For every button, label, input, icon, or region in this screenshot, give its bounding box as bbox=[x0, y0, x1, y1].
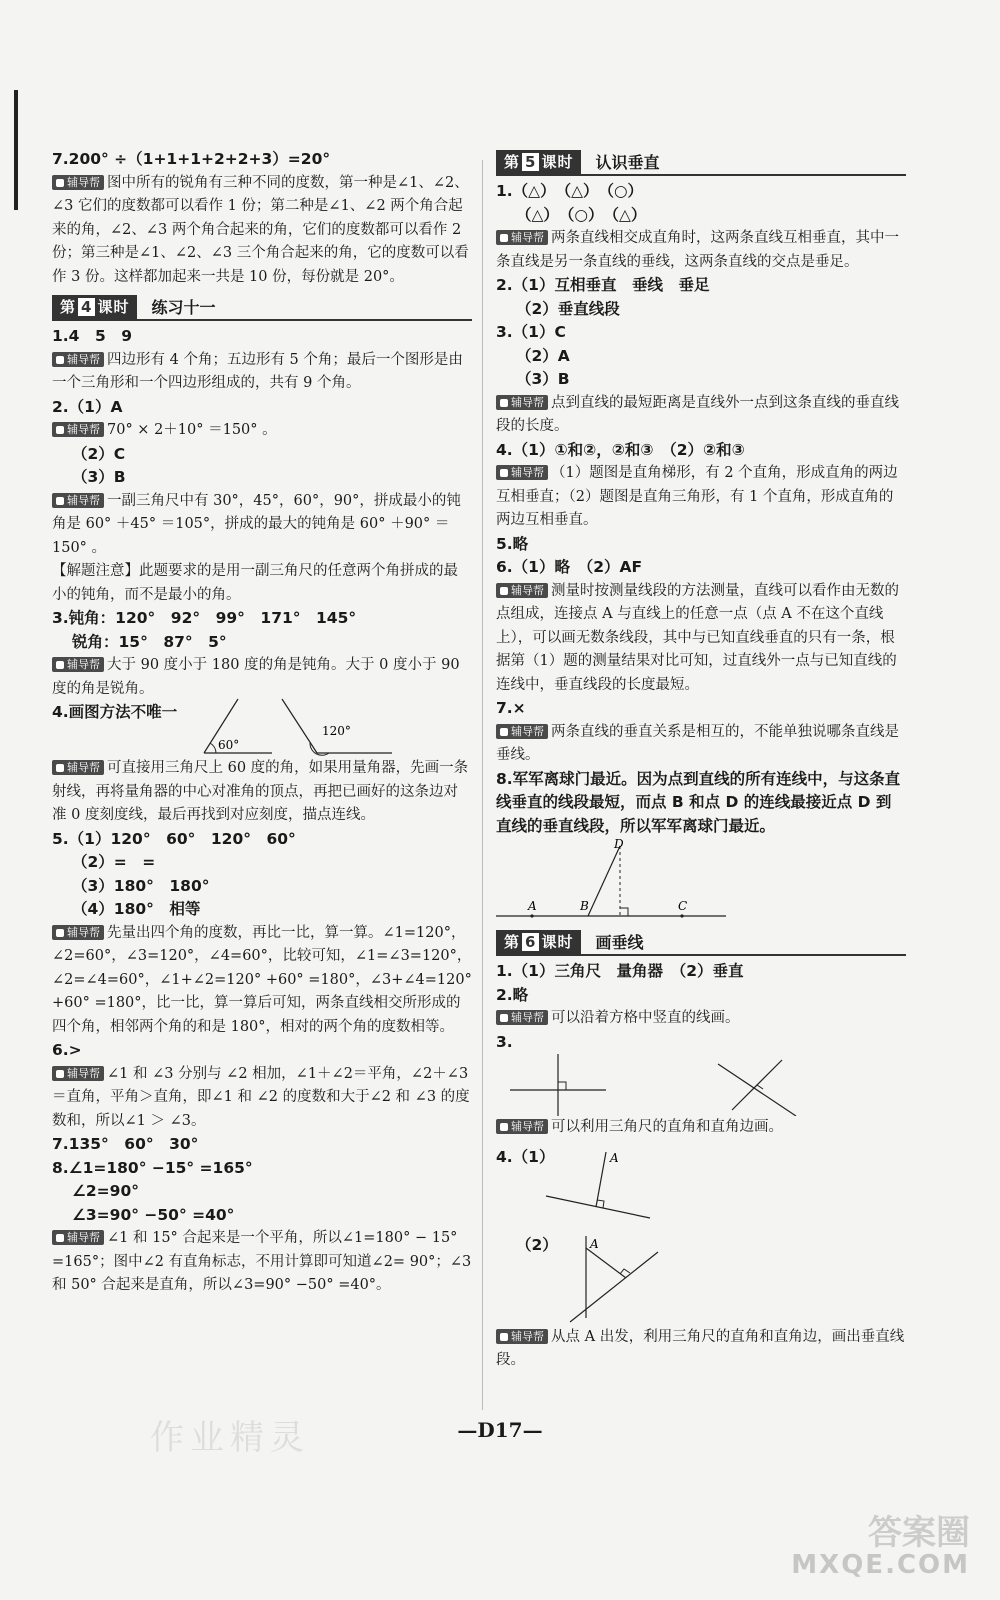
l4-q4-hint: 辅导帮 可直接用三角尺上 60 度的角，如果用量角器，先画一条射线，再将量角器的中心对准角的顶点，再把已画好的这条边对准 0 度刻度线，最后再找到对应刻度，描点连线。 bbox=[52, 760, 469, 823]
point-a-label: A bbox=[590, 1236, 599, 1251]
lesson-badge: 第 5 课时 bbox=[496, 150, 581, 174]
l4-q8-hint: 辅导帮 ∠1 和 15° 合起来是一个平角，所以∠1=180° − 15° =165°；图中∠2 有直角标志，不用计算即可知道∠2= 90°；∠3 和 50° 合起来是直角，所以∠3=90° −50° =40°。 bbox=[52, 1230, 472, 1293]
page-number: —D17— bbox=[457, 1418, 543, 1442]
r6-q3-answer: 3. bbox=[496, 1032, 513, 1051]
watermark-logo: 答案圈 bbox=[868, 1513, 970, 1553]
l4-q5b-answer: （2）= = bbox=[72, 853, 156, 871]
lesson-6-header bbox=[496, 928, 906, 956]
lesson-5-header bbox=[496, 148, 906, 176]
r5-q3a-answer: 3.（1）C bbox=[496, 323, 566, 341]
q7-answer: 7.200° ÷（1+1+1+2+2+3）=20° bbox=[52, 150, 331, 168]
l4-q2b-answer: （2）C bbox=[72, 444, 126, 463]
r5-q2a-answer: 2.（1）互相垂直 垂线 垂足 bbox=[496, 276, 710, 294]
r6-q2-answer: 2.略 bbox=[496, 985, 529, 1004]
l4-q8c-answer: ∠3=90° −50° =40° bbox=[72, 1205, 235, 1224]
lesson-title: 画垂线 bbox=[595, 933, 644, 952]
l4-q2-answer: 2.（1）A bbox=[52, 397, 123, 416]
lesson-badge: 第 4 课时 bbox=[52, 295, 137, 319]
r5-q3c-answer: （3）B bbox=[516, 370, 570, 388]
l4-q6-answer: 6.> bbox=[52, 1041, 82, 1059]
point-c-label: C bbox=[678, 899, 688, 913]
column-divider bbox=[482, 160, 483, 1410]
r5-q7-hint: 辅导帮 两条直线的垂直关系是相互的，不能单独说哪条直线是垂线。 bbox=[496, 723, 899, 763]
scan-edge-mark bbox=[14, 90, 18, 210]
hint-text: 图中所有的锐角有三种不同的度数，第一种是∠1、∠2、∠3 它们的度数都可以看作 1 份；第二种是∠1、∠2 两个角合起来的角，∠2、∠3 两个角合起来的角，它们的度数都可以看作 2 份；第三种是∠1、∠2、∠3 三个角合起来的角，它的度数可以看作 3 份。这样都加起来一共是 10 份，每份就是 20°。 bbox=[52, 174, 469, 285]
l4-q2c-hint: 辅导帮 一副三角尺中有 30°，45°，60°，90°，拼成最小的钝角是 60° ＋45° ＝105°，拼成的最大的钝角是 60° ＋90° ＝150° 。 bbox=[52, 492, 461, 556]
lesson-4-header bbox=[52, 293, 472, 321]
l4-q5c-answer: （3）180° 180° bbox=[72, 876, 210, 895]
perpendicular-lines-figure bbox=[496, 1054, 816, 1116]
r5-q8-answer: 8.军军离球门最近。因为点到直线的所有连线中，与这条直线垂直的线段最短，而点 B 和点 D 的连线最接近点 D 到直线的垂直线段，所以军军离球门最近。 bbox=[496, 769, 901, 835]
l4-q2-hint: 辅导帮 70° × 2＋10° ＝150° 。 bbox=[52, 419, 472, 443]
r6-q4a-row bbox=[496, 1146, 906, 1234]
l4-q3-hint: 辅导帮 大于 90 度小于 180 度的角是钝角。大于 0 度小于 90 度的角是锐角。 bbox=[52, 657, 460, 697]
r6-q2-hint: 辅导帮 可以沿着方格中竖直的线画。 bbox=[496, 1007, 906, 1031]
q4-figure-2 bbox=[540, 1234, 660, 1326]
r5-q3b-answer: （2）A bbox=[516, 346, 570, 365]
r5-q2b-answer: （2）垂直线段 bbox=[516, 299, 620, 318]
l4-q8b-answer: ∠2=90° bbox=[72, 1182, 139, 1200]
watermark-left: 作业精灵 bbox=[150, 1418, 310, 1458]
lesson-badge: 第 6 课时 bbox=[496, 930, 581, 954]
l4-q8a-answer: 8.∠1=180° −15° =165° bbox=[52, 1158, 253, 1177]
point-a-label: A bbox=[610, 1150, 619, 1165]
lesson-title: 认识垂直 bbox=[595, 153, 660, 172]
l4-q6-hint: 辅导帮 ∠1 和 ∠3 分别与 ∠2 相加，∠1＋∠2＝平角，∠2＋∠3＝直角，平角＞直角，即∠1 和 ∠2 的度数和大于∠2 和 ∠3 的度数和，所以∠1 ＞ ∠3。 bbox=[52, 1065, 470, 1129]
l4-q4-row bbox=[52, 701, 472, 757]
l4-q5d-answer: （4）180° 相等 bbox=[72, 900, 201, 918]
q4-figure-1 bbox=[540, 1146, 660, 1234]
q7-hint bbox=[52, 172, 472, 290]
l4-q1-answer: 1.4 5 9 bbox=[52, 327, 133, 345]
r6-q4-hint: 辅导帮 从点 A 出发，利用三角尺的直角和直角边，画出垂直线段。 bbox=[496, 1328, 905, 1368]
left-column bbox=[52, 148, 472, 1298]
point-d-label: D bbox=[614, 838, 624, 851]
point-a-label: A bbox=[528, 899, 537, 913]
l4-q2c-answer: （3）B bbox=[72, 468, 126, 486]
l4-q5a-answer: 5.（1）120° 60° 120° 60° bbox=[52, 829, 296, 848]
l4-q4-answer: 4.画图方法不唯一 bbox=[52, 703, 178, 721]
r6-q4b-row bbox=[496, 1234, 906, 1326]
perpendicular-distance-figure bbox=[496, 838, 736, 924]
r5-q7-answer: 7.× bbox=[496, 699, 526, 717]
r5-q3-hint: 辅导帮 点到直线的最短距离是直线外一点到这条直线的垂直线段的长度。 bbox=[496, 394, 899, 434]
angle-120-label: 120° bbox=[322, 724, 351, 738]
r6-q1-answer: 1.（1）三角尺 量角器 （2）垂直 bbox=[496, 962, 744, 980]
watermark-url: MXQE.COM bbox=[791, 1550, 970, 1580]
l4-q2c-note: 【解题注意】此题要求的是用一副三角尺的任意两个角拼成的最小的钝角，而不是最小的角。 bbox=[52, 563, 458, 603]
lesson-title: 练习十一 bbox=[151, 298, 216, 317]
l4-q1-hint: 辅导帮 四边形有 4 个角；五边形有 5 个角；最后一个图形是由一个三角形和一个四边形组成的，共有 9 个角。 bbox=[52, 351, 463, 391]
point-b-label: B bbox=[580, 899, 589, 913]
l4-q5-hint: 辅导帮 先量出四个角的度数，再比一比，算一算。∠1=120°，∠2=60°，∠3=120°，∠4=60°，比较可知，∠1=∠3=120°，∠2=∠4=60°，∠1+∠2=120° +60° =180°，∠3+∠4=120° +60° =180°，比一比，算一算后可知，两条直线相交所形成的四个角，相邻两个角的和是 180°，相对的两个角的度数相等。 bbox=[52, 924, 472, 1035]
l4-q3-acute: 锐角：15° 87° 5° bbox=[72, 632, 227, 651]
r5-q5-answer: 5.略 bbox=[496, 534, 529, 553]
r5-q6-hint: 辅导帮 测量时按测量线段的方法测量，直线可以看作由无数的点组成，连接点 A 与直线上的任意一点（点 A 不在这个直线上），可以画无数条线段，其中与已知直线垂直的只有一条，根据第（1）题的测量结果对比可知，过直线外一点与已知直线的连线中，垂直线段的长度最短。 bbox=[496, 582, 899, 693]
r5-q4-hint: 辅导帮 （1）题图是直角梯形，有 2 个直角，形成直角的两边互相垂直；（2）题图是直角三角形，有 1 个直角，形成直角的两边互相垂直。 bbox=[496, 465, 898, 528]
right-column bbox=[496, 148, 906, 1373]
r5-q1b-answer: （△） （○） （△） bbox=[516, 205, 647, 224]
hint-tag: 辅导帮 bbox=[52, 175, 104, 190]
l4-q7-answer: 7.135° 60° 30° bbox=[52, 1135, 199, 1153]
r5-q1a-answer: 1.（△） （△） （○） bbox=[496, 182, 644, 200]
r6-q3-hint: 辅导帮 可以利用三角尺的直角和直角边画。 bbox=[496, 1116, 906, 1140]
angle-figure bbox=[192, 695, 452, 759]
r6-q4a-answer: 4.（1） bbox=[496, 1147, 555, 1166]
r5-q6-answer: 6.（1）略 （2）AF bbox=[496, 558, 643, 576]
r6-q4b-answer: （2） bbox=[516, 1235, 558, 1254]
angle-60-label: 60° bbox=[218, 738, 240, 752]
l4-q3-obtuse: 3.钝角：120° 92° 99° 171° 145° bbox=[52, 609, 357, 627]
r5-q1-hint: 辅导帮 两条直线相交成直角时，这两条直线互相垂直，其中一条直线是另一条直线的垂线，这两条直线的交点是垂足。 bbox=[496, 230, 899, 270]
r5-q4-answer: 4.（1）①和②，②和③ （2）②和③ bbox=[496, 440, 745, 459]
